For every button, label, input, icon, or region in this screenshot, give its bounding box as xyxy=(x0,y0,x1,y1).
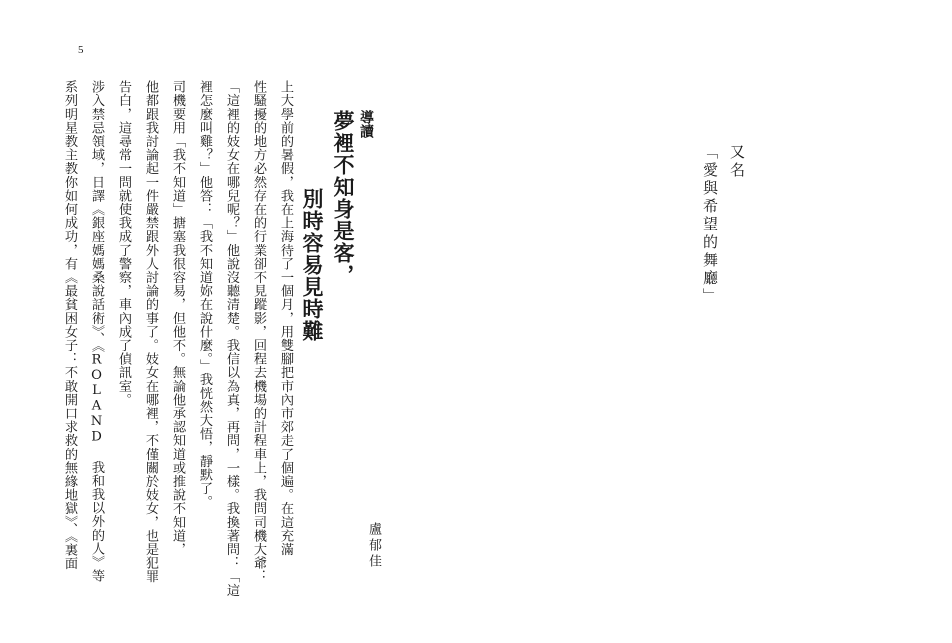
body-line: 「這裡的妓女在哪兒呢？」他說沒聽清楚。我信以為真，再問，一樣。我換著問：「這 xyxy=(224,80,239,597)
body-line: 性騷擾的地方必然存在的行業卻不見蹤影，回程去機場的計程車上，我問司機大爺： xyxy=(251,80,266,584)
body-line: 司機要用「我不知道」搪塞我很容易，但他不。無論他承認知道或推說不知道， xyxy=(170,80,185,556)
body-line: 上大學前的暑假，我在上海待了一個月，用雙腳把市內市郊走了個遍。在這充滿 xyxy=(278,80,293,556)
body-line: 涉入禁忌領域，日譯《銀座媽媽桑說話術》、《ROLAND 我和我以外的人》等 xyxy=(89,80,104,583)
chapter-heading xyxy=(300,110,375,550)
body-line: 系列明星教主教你如何成功，有《最貧困女子：不敢開口求救的無緣地獄》、《裏面 xyxy=(62,80,77,570)
body-text xyxy=(62,80,294,597)
body-line: 告白，這尋常一問就使我成了警察，車內成了偵訊室。 xyxy=(116,80,131,407)
introduction-label: 導讀 xyxy=(358,110,374,138)
chapter-title-line-1: 夢裡不知身是客， xyxy=(331,110,355,286)
alternate-title-prefix: 又名 xyxy=(728,144,746,180)
page-number: 5 xyxy=(78,44,84,56)
body-line: 裡怎麼叫雞？」他答：「我不知道妳在說什麼。」我恍然大悟，靜默了。 xyxy=(197,80,212,509)
chapter-title-line-2: 別時容易見時難 xyxy=(300,188,324,342)
alternate-title-text: 「愛與希望的舞廳」 xyxy=(701,144,719,306)
alternate-title xyxy=(692,144,752,304)
body-line: 他都跟我討論起一件嚴禁跟外人討論的事了。妓女在哪裡，不僅關於妓女，也是犯罪 xyxy=(143,80,158,584)
author-name: 盧郁佳 xyxy=(366,522,381,570)
